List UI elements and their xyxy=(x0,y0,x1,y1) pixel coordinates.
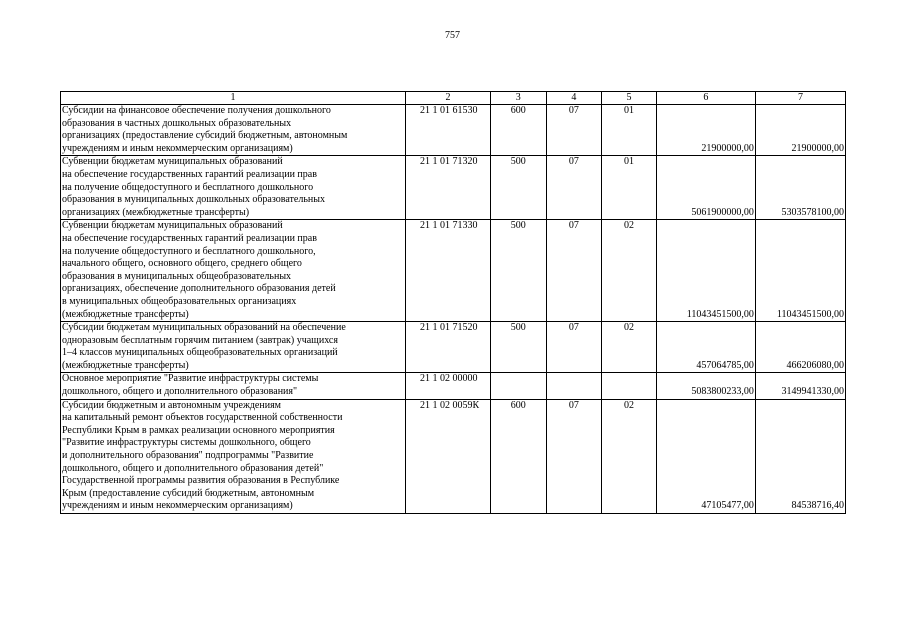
row-code: 21 1 02 00000 xyxy=(405,373,490,399)
table-row xyxy=(61,399,846,513)
row-value-7: 11043451500,00 xyxy=(755,220,845,322)
row-name: Субвенции бюджетам муниципальных образований на обеспечение государственных гарантий реализации прав на получение общедоступного и бесплатного дошкольного, начального общего, основного общего, среднего общего образования в муниципальных общеобразовательных организациях, обеспечение дополнительного образования детей в муниципальных общеобразовательных организациях (межбюджетные трансферты) xyxy=(61,220,406,322)
row-col-4: 07 xyxy=(546,399,602,513)
header-col-6: 6 xyxy=(656,92,755,105)
row-name: Основное мероприятие "Развитие инфраструктуры системы дошкольного, общего и дополнительного образования" xyxy=(61,373,406,399)
row-col-4: 07 xyxy=(546,156,602,220)
row-value-7: 3149941330,00 xyxy=(755,373,845,399)
row-col-3 xyxy=(490,373,546,399)
row-name: Субсидии бюджетным и автономным учреждениям на капитальный ремонт объектов государственной собственности Республики Крым в рамках реализации основного мероприятия "Развитие инфраструктуры системы дошкольного, общего и дополнительного образования" подпрограммы "Развитие дошкольного, общего и дополнительного образования детей" Государственной программы развития образования в Республике Крым (предоставление субсидий бюджетным, автономным учреждениям и иным некоммерческим организациям) xyxy=(61,399,406,513)
row-col-3: 600 xyxy=(490,399,546,513)
table-row xyxy=(61,322,846,373)
row-name: Субвенции бюджетам муниципальных образований на обеспечение государственных гарантий реализации прав на получение общедоступного и бесплатного дошкольного образования в муниципальных дошкольных образовательных организациях (межбюджетные трансферты) xyxy=(61,156,406,220)
header-col-3: 3 xyxy=(490,92,546,105)
row-col-3: 500 xyxy=(490,322,546,373)
row-code: 21 1 01 71320 xyxy=(405,156,490,220)
row-col-5: 02 xyxy=(602,322,657,373)
header-col-1: 1 xyxy=(61,92,406,105)
row-value-6: 5061900000,00 xyxy=(656,156,755,220)
table-row xyxy=(61,156,846,220)
row-value-6: 5083800233,00 xyxy=(656,373,755,399)
row-col-5: 02 xyxy=(602,399,657,513)
table-row xyxy=(61,373,846,399)
row-code: 21 1 02 0059К xyxy=(405,399,490,513)
row-col-4 xyxy=(546,373,602,399)
table-row xyxy=(61,220,846,322)
row-code: 21 1 01 61530 xyxy=(405,105,490,156)
header-col-7: 7 xyxy=(755,92,845,105)
header-col-5: 5 xyxy=(602,92,657,105)
row-value-6: 11043451500,00 xyxy=(656,220,755,322)
row-col-5 xyxy=(602,373,657,399)
header-col-2: 2 xyxy=(405,92,490,105)
row-col-3: 500 xyxy=(490,220,546,322)
table-header-row xyxy=(61,92,846,105)
row-value-7: 21900000,00 xyxy=(755,105,845,156)
row-col-4: 07 xyxy=(546,105,602,156)
row-col-4: 07 xyxy=(546,322,602,373)
row-value-6: 457064785,00 xyxy=(656,322,755,373)
row-name: Субсидии бюджетам муниципальных образований на обеспечение одноразовым бесплатным горячим питанием (завтрак) учащихся 1–4 классов муниципальных общеобразовательных организаций (межбюджетные трансферты) xyxy=(61,322,406,373)
table-row xyxy=(61,105,846,156)
row-col-5: 01 xyxy=(602,105,657,156)
row-name: Субсидии на финансовое обеспечение получения дошкольного образования в частных дошкольных образовательных организациях (предоставление субсидий бюджетным, автономным учреждениям и иным некоммерческим организациям) xyxy=(61,105,406,156)
row-col-3: 500 xyxy=(490,156,546,220)
row-value-7: 5303578100,00 xyxy=(755,156,845,220)
row-value-7: 466206080,00 xyxy=(755,322,845,373)
row-value-6: 47105477,00 xyxy=(656,399,755,513)
row-value-6: 21900000,00 xyxy=(656,105,755,156)
row-col-5: 02 xyxy=(602,220,657,322)
row-code: 21 1 01 71520 xyxy=(405,322,490,373)
row-col-3: 600 xyxy=(490,105,546,156)
header-col-4: 4 xyxy=(546,92,602,105)
page-number: 757 xyxy=(445,30,460,41)
row-col-5: 01 xyxy=(602,156,657,220)
row-code: 21 1 01 71330 xyxy=(405,220,490,322)
row-col-4: 07 xyxy=(546,220,602,322)
budget-table xyxy=(60,91,846,514)
row-value-7: 84538716,40 xyxy=(755,399,845,513)
